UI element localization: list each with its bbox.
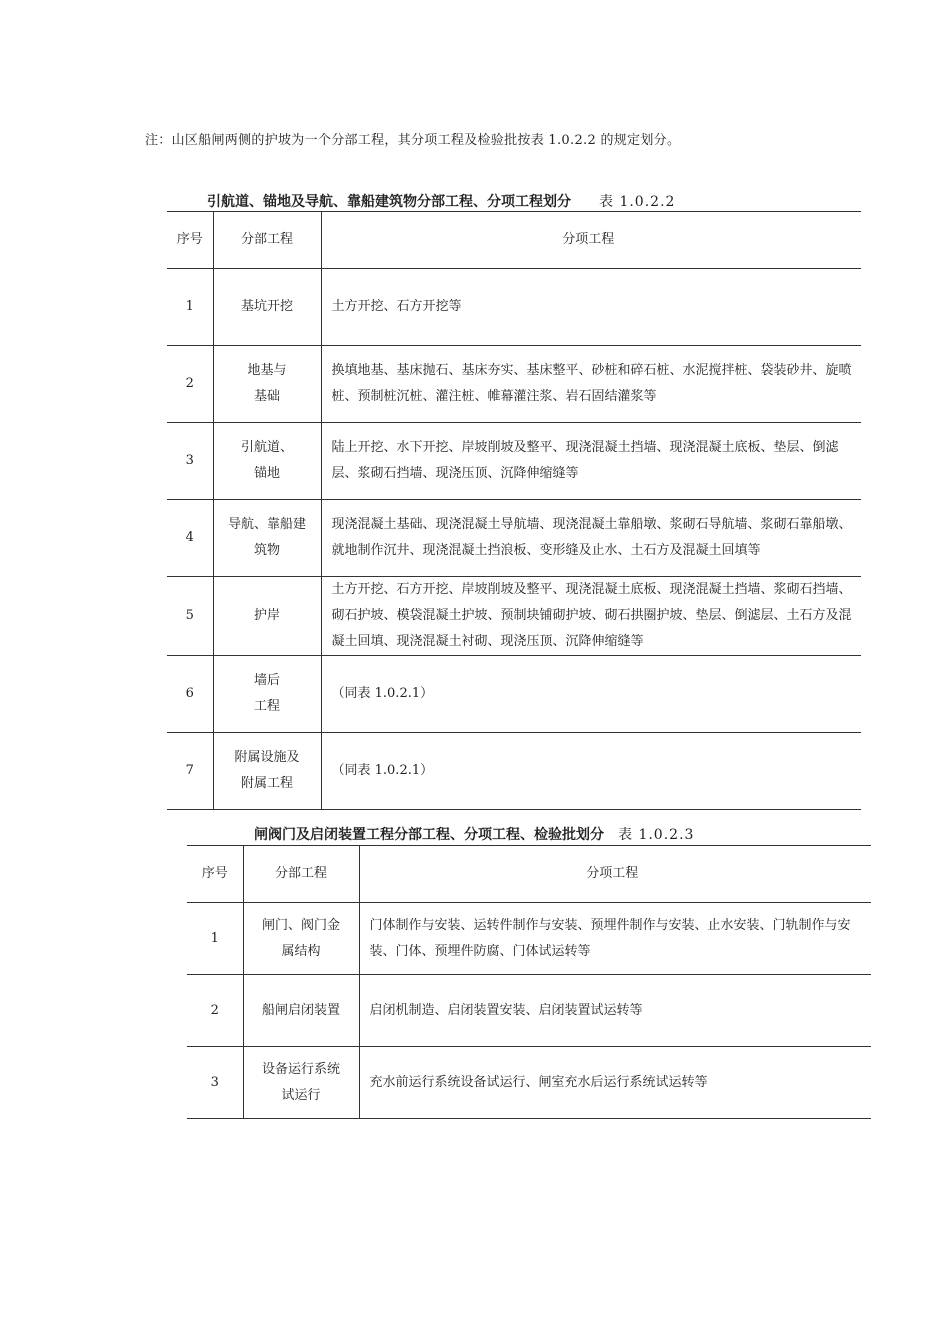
row-no: 7	[167, 733, 213, 810]
table2	[187, 845, 871, 1119]
table1-number: 表 1.0.2.2	[599, 194, 676, 210]
table-row	[187, 1047, 871, 1119]
table2-caption	[254, 824, 694, 844]
table1-caption	[207, 191, 675, 211]
table-row	[187, 975, 871, 1047]
table-row	[167, 500, 861, 577]
table-row	[187, 903, 871, 975]
table2-title: 闸阀门及启闭装置工程分部工程、分项工程、检验批划分	[254, 827, 604, 843]
row-part: 墙后 工程	[213, 656, 321, 733]
row-items: （同表 1.0.2.1）	[331, 763, 434, 778]
table-row	[167, 733, 861, 810]
header-part: 分部工程	[213, 212, 321, 269]
header-items: 分项工程	[586, 866, 639, 881]
row-part: 闸门、阀门金 属结构	[243, 903, 359, 975]
row-part: 导航、靠船建 筑物	[213, 500, 321, 577]
row-items: 门体制作与安装、运转件制作与安装、预埋件制作与安装、止水安装、门轨制作与安装、门体、预埋件防腐、门体试运转等	[369, 917, 851, 959]
row-no: 2	[167, 346, 213, 423]
table-header-row	[187, 846, 871, 903]
row-no: 6	[167, 656, 213, 733]
table-row	[167, 656, 861, 733]
row-no: 5	[167, 577, 213, 656]
table-row	[167, 269, 861, 346]
row-no: 1	[187, 903, 243, 975]
row-items: 充水前运行系统设备试运行、闸室充水后运行系统试运转等	[369, 1074, 708, 1090]
footnote: 注：山区船闸两侧的护坡为一个分部工程，其分项工程及检验批按表 1.0.2.2 的规定划分。	[145, 133, 681, 148]
row-part: 船闸启闭装置	[243, 975, 359, 1047]
table-row	[167, 577, 861, 656]
row-part: 地基与 基础	[213, 346, 321, 423]
row-items: 土方开挖、石方开挖、岸坡削坡及整平、现浇混凝土底板、现浇混凝土挡墙、浆砌石挡墙、砌石护坡、模袋混凝土护坡、预制块铺砌护坡、砌石拱圈护坡、垫层、倒滤层、土石方及混凝土回填、现浇混凝土衬砌、现浇压顶、沉降伸缩缝等	[331, 582, 852, 649]
row-part: 引航道、 锚地	[213, 423, 321, 500]
row-part: 附属设施及 附属工程	[213, 733, 321, 810]
header-no: 序号	[187, 846, 243, 903]
table1	[167, 211, 861, 810]
table-row	[167, 346, 861, 423]
table2-number: 表 1.0.2.3	[618, 827, 695, 843]
row-part: 设备运行系统 试运行	[243, 1047, 359, 1119]
header-no: 序号	[167, 212, 213, 269]
row-items: 启闭机制造、启闭装置安装、启闭装置试运转等	[369, 1002, 643, 1018]
header-items: 分项工程	[562, 232, 615, 247]
row-items: （同表 1.0.2.1）	[331, 686, 434, 701]
row-no: 3	[167, 423, 213, 500]
row-part: 护岸	[213, 577, 321, 656]
header-part: 分部工程	[243, 846, 359, 903]
row-items: 换填地基、基床抛石、基床夯实、基床整平、砂桩和碎石桩、水泥搅拌桩、袋装砂井、旋喷桩、预制桩沉桩、灌注桩、帷幕灌注浆、岩石固结灌浆等	[331, 363, 852, 404]
row-no: 3	[187, 1047, 243, 1119]
row-items: 土方开挖、石方开挖等	[331, 299, 462, 314]
row-no: 4	[167, 500, 213, 577]
table-header-row	[167, 212, 861, 269]
row-items: 现浇混凝土基础、现浇混凝土导航墙、现浇混凝土靠船墩、浆砌石导航墙、浆砌石靠船墩、就地制作沉井、现浇混凝土挡浪板、变形缝及止水、土石方及混凝土回填等	[331, 517, 852, 558]
row-no: 1	[167, 269, 213, 346]
table1-title: 引航道、锚地及导航、靠船建筑物分部工程、分项工程划分	[207, 194, 571, 210]
row-part: 基坑开挖	[213, 269, 321, 346]
table-row	[167, 423, 861, 500]
row-items: 陆上开挖、水下开挖、岸坡削坡及整平、现浇混凝土挡墙、现浇混凝土底板、垫层、倒滤层、浆砌石挡墙、现浇压顶、沉降伸缩缝等	[331, 440, 839, 481]
row-no: 2	[187, 975, 243, 1047]
